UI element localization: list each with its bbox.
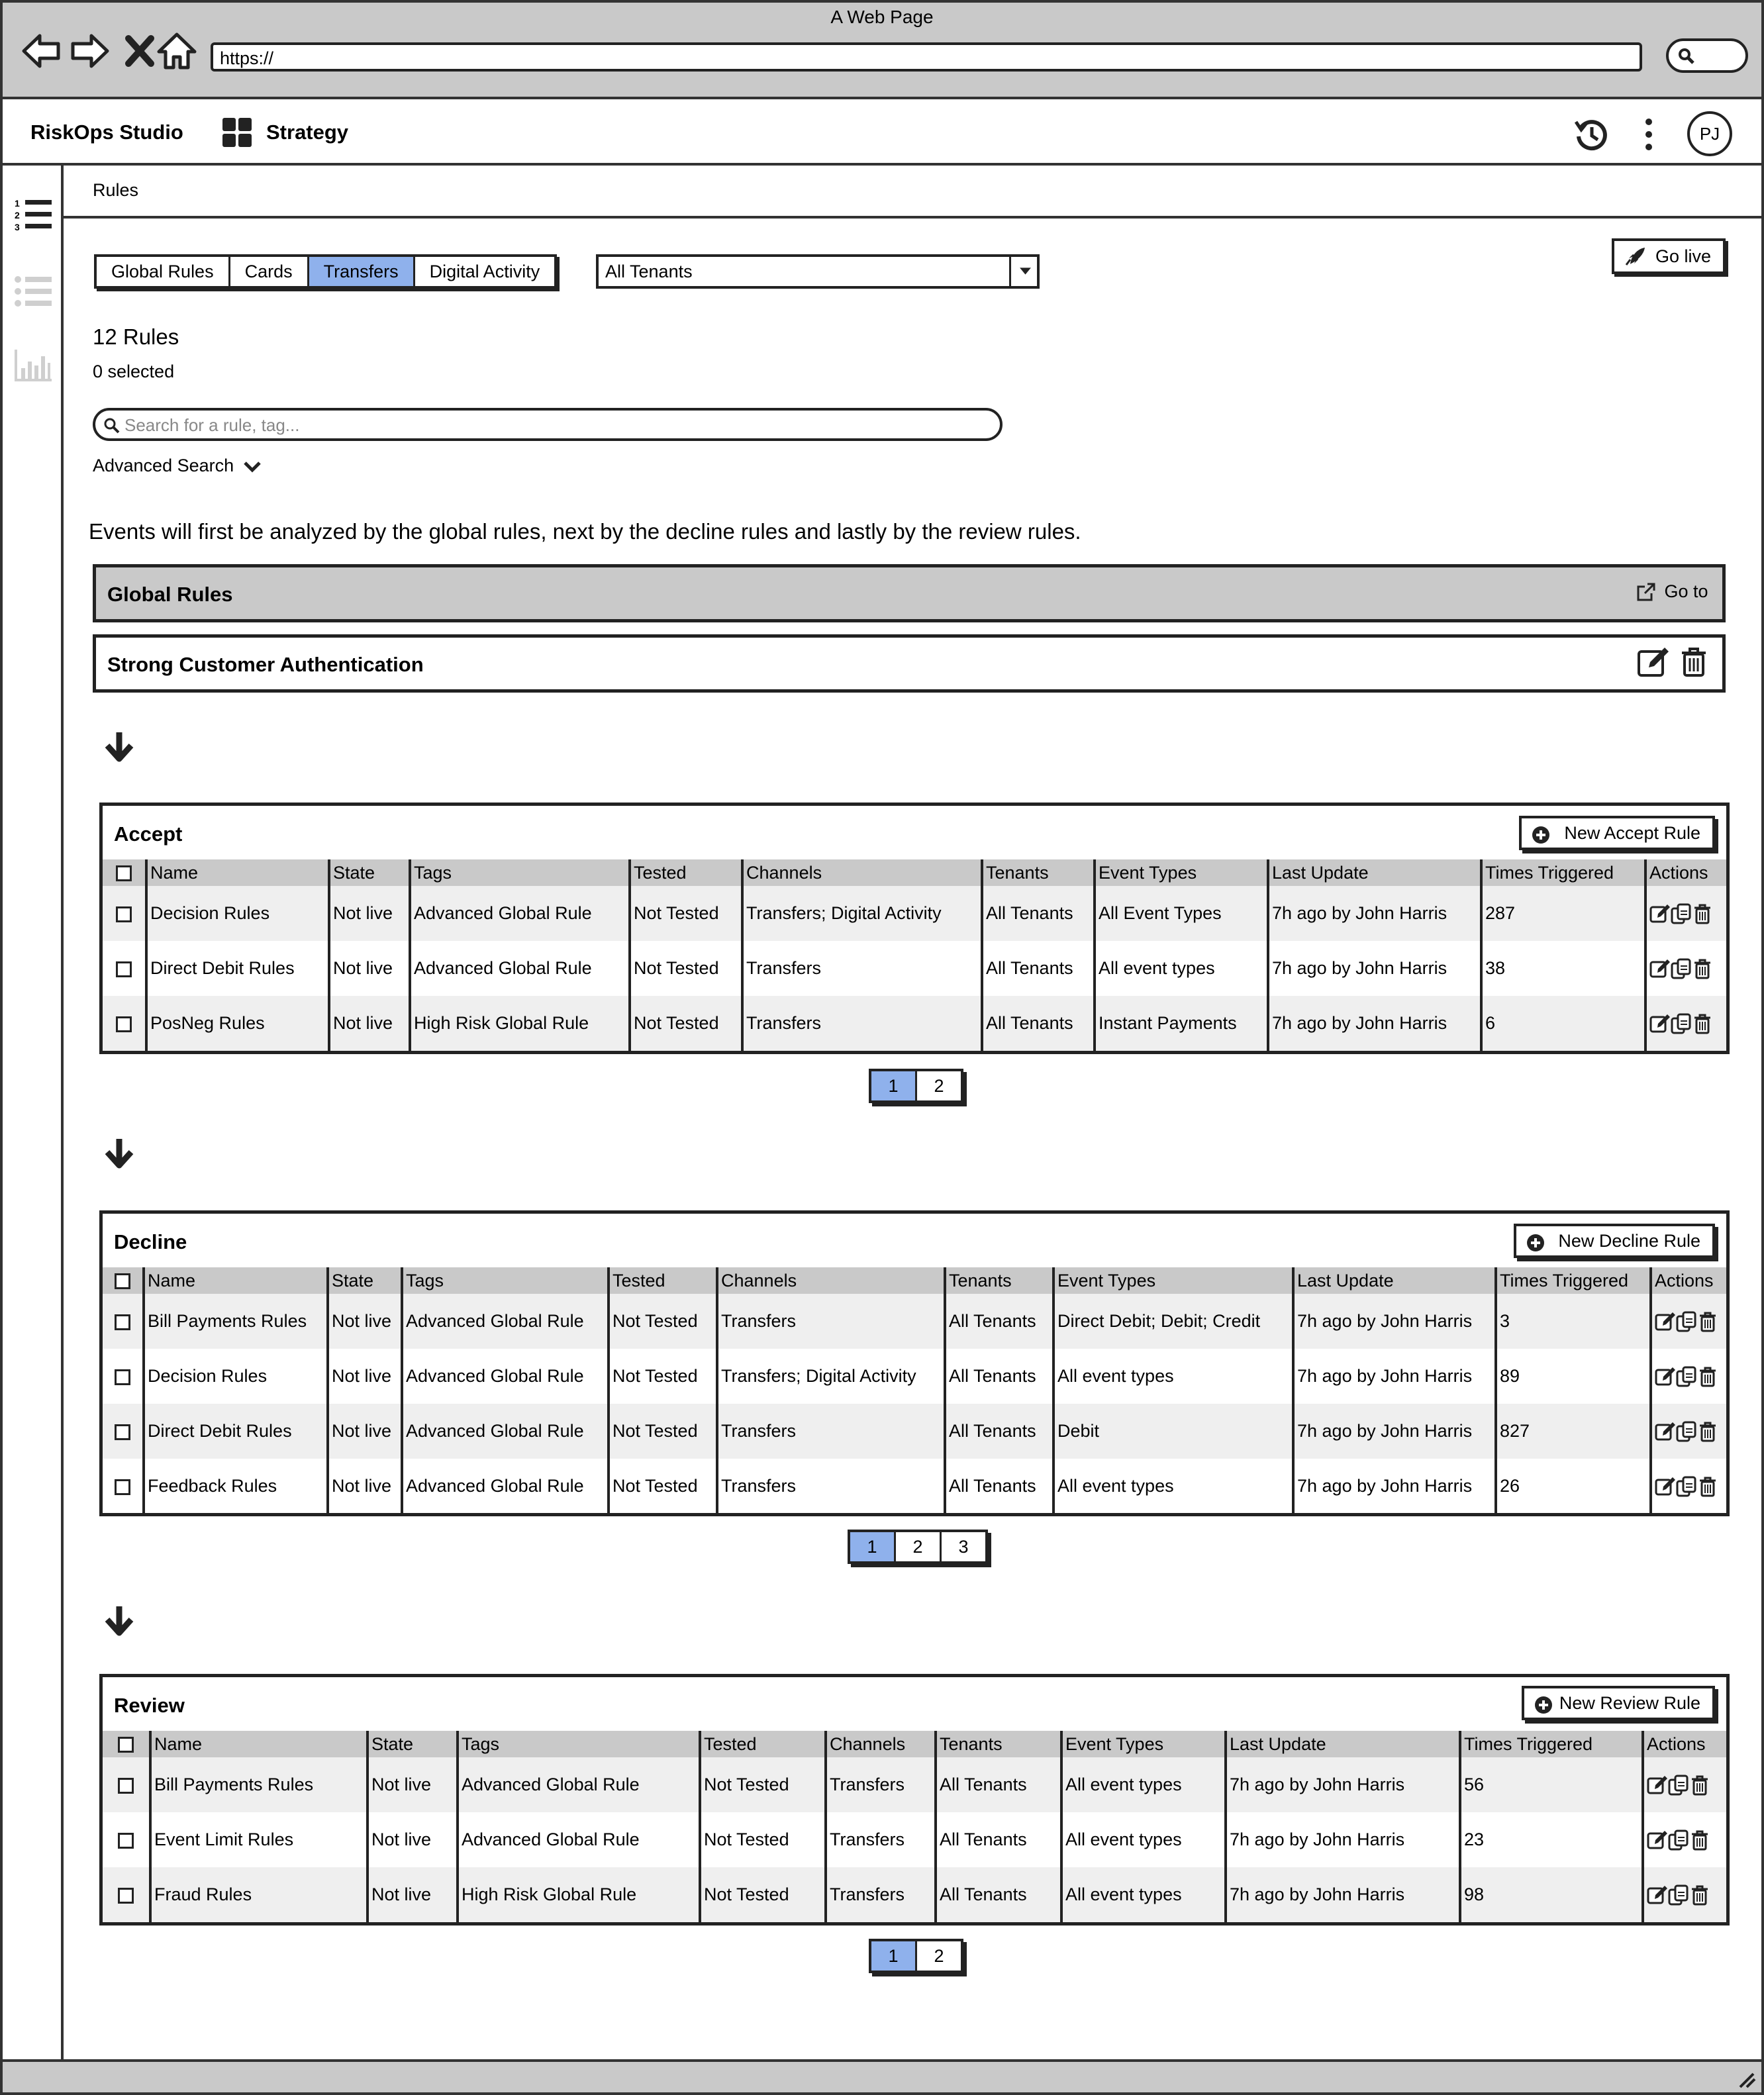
rule-event-types: All event types — [1061, 1812, 1226, 1867]
edit-icon[interactable] — [1655, 1311, 1676, 1332]
page-button[interactable]: 2 — [896, 1532, 942, 1561]
row-select-cell — [103, 941, 146, 996]
row-actions — [1651, 1459, 1726, 1514]
table-row[interactable] — [103, 886, 1726, 941]
channel-tabs — [94, 254, 557, 289]
row-checkbox[interactable] — [118, 1888, 134, 1904]
column-header[interactable]: Event Types — [1095, 859, 1268, 886]
numbered-list-icon[interactable] — [13, 196, 54, 234]
rule-channels: Transfers — [742, 941, 982, 996]
row-select-cell — [103, 1867, 150, 1922]
new-review-rule-button[interactable] — [1522, 1686, 1715, 1720]
global-rules-header — [93, 564, 1726, 622]
copy-icon[interactable] — [1668, 1884, 1689, 1906]
new-decline-rule-button[interactable] — [1514, 1224, 1715, 1258]
rule-tested: Not Tested — [700, 1812, 826, 1867]
decline-panel-title: Decline — [114, 1230, 187, 1253]
trash-icon[interactable] — [1689, 1775, 1710, 1796]
row-checkbox[interactable] — [115, 1369, 130, 1385]
rule-state: Not live — [329, 886, 410, 941]
rule-event-types: All event types — [1061, 1757, 1226, 1812]
sidebar — [3, 166, 64, 2059]
breadcrumb-bar — [64, 166, 1761, 219]
review-rules-table — [103, 1731, 1726, 1922]
chevron-down-icon[interactable] — [1009, 254, 1040, 289]
rule-event-types: Instant Payments — [1095, 996, 1268, 1051]
rule-tested: Not Tested — [609, 1404, 717, 1459]
rule-tags: Advanced Global Rule — [458, 1812, 700, 1867]
rule-name[interactable]: Event Limit Rules — [150, 1812, 368, 1867]
select-all-checkbox[interactable] — [116, 865, 132, 881]
copy-icon[interactable] — [1676, 1421, 1697, 1442]
row-actions — [1651, 1294, 1726, 1349]
rule-name[interactable]: Decision Rules — [146, 886, 329, 941]
copy-icon[interactable] — [1676, 1311, 1697, 1332]
new-review-rule-label: New Review Rule — [1559, 1693, 1700, 1713]
rule-tags: Advanced Global Rule — [402, 1294, 609, 1349]
trash-icon[interactable] — [1697, 1421, 1718, 1442]
edit-icon[interactable] — [1655, 1366, 1676, 1387]
row-actions — [1645, 941, 1726, 996]
column-header[interactable]: Tags — [402, 1267, 609, 1294]
arrow-down-icon — [102, 1604, 136, 1638]
rule-tested: Not Tested — [609, 1294, 717, 1349]
copy-icon[interactable] — [1676, 1366, 1697, 1387]
row-checkbox[interactable] — [115, 1314, 130, 1330]
page-button[interactable]: 2 — [934, 1946, 944, 1966]
arrow-down-icon — [102, 730, 136, 764]
rule-state: Not live — [368, 1867, 458, 1922]
page-button[interactable]: 2 — [934, 1076, 944, 1096]
window-title: A Web Page — [830, 7, 934, 27]
rule-last-update: 7h ago by John Harris — [1268, 996, 1481, 1051]
list-icon[interactable] — [13, 273, 54, 311]
plus-circle-icon — [1531, 825, 1551, 845]
rule-state: Not live — [328, 1349, 402, 1404]
rule-search-input[interactable] — [123, 413, 987, 437]
svg-text:3: 3 — [15, 222, 20, 232]
rule-tenants: All Tenants — [945, 1404, 1054, 1459]
rule-times-triggered: 56 — [1460, 1757, 1643, 1812]
go-to-label: Go to — [1664, 581, 1708, 601]
column-header[interactable]: Channels — [826, 1731, 936, 1757]
rule-event-types: All event types — [1054, 1349, 1293, 1404]
decline-pagination — [848, 1530, 988, 1564]
rule-tags: Advanced Global Rule — [410, 941, 630, 996]
rule-state: Not live — [328, 1459, 402, 1514]
rule-tested: Not Tested — [630, 996, 742, 1051]
rule-event-types: All event types — [1054, 1459, 1293, 1514]
resize-grip-icon[interactable] — [1734, 2069, 1757, 2090]
page-button[interactable]: 1 — [850, 1532, 896, 1561]
breadcrumb[interactable]: Rules — [93, 180, 139, 200]
row-actions — [1651, 1404, 1726, 1459]
select-all-checkbox[interactable] — [115, 1273, 130, 1289]
rule-times-triggered: 3 — [1496, 1294, 1651, 1349]
table-row[interactable] — [103, 1812, 1726, 1867]
row-select-cell — [103, 886, 146, 941]
trash-icon[interactable] — [1689, 1884, 1710, 1906]
go-live-label: Go live — [1655, 246, 1711, 266]
rule-last-update: 7h ago by John Harris — [1293, 1404, 1496, 1459]
edit-icon[interactable] — [1649, 958, 1671, 979]
rule-last-update: 7h ago by John Harris — [1226, 1757, 1460, 1812]
copy-icon[interactable] — [1671, 958, 1692, 979]
rule-last-update: 7h ago by John Harris — [1293, 1349, 1496, 1404]
rule-tested: Not Tested — [609, 1459, 717, 1514]
column-header[interactable]: Times Triggered — [1496, 1267, 1651, 1294]
row-checkbox[interactable] — [116, 961, 132, 977]
rule-times-triggered: 6 — [1481, 996, 1645, 1051]
column-header[interactable]: Tested — [630, 859, 742, 886]
rules-count: 12 Rules — [93, 324, 179, 349]
page-button[interactable]: 1 — [871, 1071, 917, 1100]
column-header: Actions — [1651, 1267, 1726, 1294]
column-header[interactable]: Channels — [717, 1267, 945, 1294]
rule-event-types: All event types — [1061, 1867, 1226, 1922]
trash-icon[interactable] — [1692, 1013, 1713, 1034]
row-actions — [1645, 886, 1726, 941]
row-actions — [1645, 996, 1726, 1051]
column-header[interactable]: Name — [144, 1267, 328, 1294]
row-select-cell — [103, 1294, 144, 1349]
rule-times-triggered: 98 — [1460, 1867, 1643, 1922]
go-live-button[interactable] — [1612, 238, 1726, 274]
accept-pagination — [869, 1069, 963, 1103]
review-pagination — [869, 1939, 963, 1973]
rule-tenants: All Tenants — [982, 886, 1095, 941]
rule-channels: Transfers — [826, 1812, 936, 1867]
table-row[interactable] — [103, 996, 1726, 1051]
row-select-cell — [103, 1404, 144, 1459]
rule-tenants: All Tenants — [982, 996, 1095, 1051]
edit-icon[interactable] — [1655, 1476, 1676, 1497]
new-accept-rule-button[interactable] — [1519, 816, 1715, 850]
rule-last-update: 7h ago by John Harris — [1293, 1294, 1496, 1349]
trash-icon[interactable] — [1697, 1476, 1718, 1497]
svg-text:2: 2 — [15, 210, 20, 220]
table-header-row — [103, 1731, 1726, 1757]
table-header-row — [103, 859, 1726, 886]
column-header[interactable]: Tags — [458, 1731, 700, 1757]
bar-chart-icon[interactable] — [13, 346, 54, 384]
trash-icon[interactable] — [1697, 1311, 1718, 1332]
select-all-cell — [103, 859, 146, 886]
column-header[interactable]: Last Update — [1226, 1731, 1460, 1757]
accept-rules-table — [103, 859, 1726, 1051]
chevron-down-icon — [243, 460, 262, 473]
rule-last-update: 7h ago by John Harris — [1226, 1867, 1460, 1922]
strategy-nav-label[interactable]: Strategy — [266, 121, 349, 144]
user-avatar[interactable]: PJ — [1687, 111, 1732, 156]
row-select-cell — [103, 996, 146, 1051]
rule-tenants: All Tenants — [936, 1867, 1061, 1922]
rule-tested: Not Tested — [609, 1349, 717, 1404]
column-header[interactable]: State — [368, 1731, 458, 1757]
select-all-checkbox[interactable] — [118, 1737, 134, 1753]
rule-event-types: All Event Types — [1095, 886, 1268, 941]
rule-tags: Advanced Global Rule — [458, 1757, 700, 1812]
select-all-cell — [103, 1267, 144, 1294]
forward-icon[interactable] — [66, 28, 113, 74]
rule-tested: Not Tested — [630, 886, 742, 941]
rule-channels: Transfers — [826, 1757, 936, 1812]
rule-name[interactable]: PosNeg Rules — [146, 996, 329, 1051]
rule-tenants: All Tenants — [936, 1812, 1061, 1867]
more-vertical-icon[interactable] — [1642, 117, 1655, 152]
tab-cards[interactable]: Cards — [230, 257, 309, 286]
copy-icon[interactable] — [1671, 1013, 1692, 1034]
rule-channels: Transfers; Digital Activity — [742, 886, 982, 941]
edit-icon[interactable] — [1649, 1013, 1671, 1034]
column-header[interactable]: Times Triggered — [1481, 859, 1645, 886]
column-header[interactable]: Last Update — [1293, 1267, 1496, 1294]
search-icon — [103, 417, 121, 434]
rule-event-types: Debit — [1054, 1404, 1293, 1459]
row-actions — [1643, 1812, 1726, 1867]
advanced-search-label: Advanced Search — [93, 456, 234, 475]
table-row[interactable] — [103, 1294, 1726, 1349]
column-header[interactable]: Channels — [742, 859, 982, 886]
rule-state: Not live — [328, 1404, 402, 1459]
new-accept-rule-label: New Accept Rule — [1564, 823, 1700, 843]
table-header-row — [103, 1267, 1726, 1294]
rule-tenants: All Tenants — [945, 1459, 1054, 1514]
rule-times-triggered: 38 — [1481, 941, 1645, 996]
rule-event-types: All event types — [1095, 941, 1268, 996]
table-row[interactable] — [103, 1867, 1726, 1922]
row-checkbox[interactable] — [116, 906, 132, 922]
plus-circle-icon — [1526, 1233, 1545, 1253]
column-header[interactable]: Event Types — [1054, 1267, 1293, 1294]
rule-state: Not live — [329, 996, 410, 1051]
rule-name[interactable]: Direct Debit Rules — [144, 1404, 328, 1459]
global-rules-title: Global Rules — [107, 583, 233, 606]
edit-icon[interactable] — [1649, 903, 1671, 924]
column-header[interactable]: Event Types — [1061, 1731, 1226, 1757]
rule-tags: Advanced Global Rule — [410, 886, 630, 941]
page-button[interactable]: 3 — [958, 1537, 969, 1557]
edit-icon[interactable] — [1655, 1421, 1676, 1442]
rule-times-triggered: 827 — [1496, 1404, 1651, 1459]
column-header[interactable]: Tenants — [945, 1267, 1054, 1294]
edit-icon[interactable] — [1647, 1775, 1668, 1796]
column-header[interactable]: Tested — [700, 1731, 826, 1757]
new-decline-rule-label: New Decline Rule — [1558, 1231, 1700, 1251]
trash-icon[interactable] — [1679, 646, 1708, 678]
rule-times-triggered: 287 — [1481, 886, 1645, 941]
global-rule-name[interactable]: Strong Customer Authentication — [107, 653, 424, 676]
page-button[interactable]: 1 — [871, 1941, 917, 1971]
rule-event-types: Direct Debit; Debit; Credit — [1054, 1294, 1293, 1349]
rule-last-update: 7h ago by John Harris — [1293, 1459, 1496, 1514]
rule-tested: Not Tested — [630, 941, 742, 996]
rule-tags: High Risk Global Rule — [410, 996, 630, 1051]
trash-icon[interactable] — [1692, 958, 1713, 979]
rule-name[interactable]: Direct Debit Rules — [146, 941, 329, 996]
row-checkbox[interactable] — [115, 1424, 130, 1440]
browser-search-box[interactable] — [1666, 38, 1748, 73]
row-actions — [1651, 1349, 1726, 1404]
rule-name[interactable]: Bill Payments Rules — [150, 1757, 368, 1812]
rule-channels: Transfers — [717, 1404, 945, 1459]
row-checkbox[interactable] — [118, 1778, 134, 1794]
edit-icon[interactable] — [1647, 1884, 1668, 1906]
column-header[interactable]: Tested — [609, 1267, 717, 1294]
rule-state: Not live — [368, 1757, 458, 1812]
rule-last-update: 7h ago by John Harris — [1268, 941, 1481, 996]
trash-icon[interactable] — [1689, 1829, 1710, 1851]
home-icon[interactable] — [154, 28, 200, 74]
table-row[interactable] — [103, 1757, 1726, 1812]
column-header[interactable]: Name — [146, 859, 329, 886]
rule-last-update: 7h ago by John Harris — [1268, 886, 1481, 941]
browser-status-bar — [0, 2059, 1764, 2095]
table-row[interactable] — [103, 1404, 1726, 1459]
arrow-down-icon — [102, 1136, 136, 1171]
tenant-dropdown-value: All Tenants — [605, 262, 693, 281]
decline-rules-table — [103, 1267, 1726, 1514]
row-actions — [1643, 1867, 1726, 1922]
rule-state: Not live — [329, 941, 410, 996]
advanced-search-toggle[interactable] — [93, 456, 262, 476]
tab-digital-activity[interactable]: Digital Activity — [415, 257, 555, 286]
external-link-icon — [1636, 583, 1657, 603]
plus-circle-icon — [1534, 1695, 1553, 1715]
rule-channels: Transfers; Digital Activity — [717, 1349, 945, 1404]
select-all-cell — [103, 1731, 150, 1757]
rule-tags: High Risk Global Rule — [458, 1867, 700, 1922]
accept-panel-title: Accept — [114, 822, 183, 846]
url-text: https:// — [220, 48, 274, 68]
rule-tags: Advanced Global Rule — [402, 1459, 609, 1514]
svg-text:1: 1 — [15, 198, 20, 209]
column-header[interactable]: Tenants — [936, 1731, 1061, 1757]
rule-tenants: All Tenants — [982, 941, 1095, 996]
edit-icon[interactable] — [1647, 1829, 1668, 1851]
row-select-cell — [103, 1757, 150, 1812]
rule-channels: Transfers — [826, 1867, 936, 1922]
column-header[interactable]: Times Triggered — [1460, 1731, 1643, 1757]
rule-channels: Transfers — [717, 1294, 945, 1349]
rule-search-box — [93, 408, 1003, 441]
rule-name[interactable]: Decision Rules — [144, 1349, 328, 1404]
history-icon[interactable] — [1573, 117, 1609, 152]
row-checkbox[interactable] — [116, 1016, 132, 1032]
column-header[interactable]: Tenants — [982, 859, 1095, 886]
rule-times-triggered: 89 — [1496, 1349, 1651, 1404]
rule-last-update: 7h ago by John Harris — [1226, 1812, 1460, 1867]
row-checkbox[interactable] — [115, 1479, 130, 1495]
rule-channels: Transfers — [717, 1459, 945, 1514]
rocket-icon — [1624, 248, 1645, 268]
rule-name[interactable]: Feedback Rules — [144, 1459, 328, 1514]
tab-transfers[interactable]: Transfers — [309, 257, 415, 286]
rule-tenants: All Tenants — [936, 1757, 1061, 1812]
rule-channels: Transfers — [742, 996, 982, 1051]
table-row[interactable] — [103, 1459, 1726, 1514]
rule-name[interactable]: Bill Payments Rules — [144, 1294, 328, 1349]
evaluation-order-info: Events will first be analyzed by the global rules, next by the decline rules and lastly by the review rules. — [89, 519, 1081, 544]
trash-icon[interactable] — [1697, 1366, 1718, 1387]
row-checkbox[interactable] — [118, 1833, 134, 1849]
column-header[interactable]: Name — [150, 1731, 368, 1757]
row-select-cell — [103, 1459, 144, 1514]
tenant-dropdown[interactable] — [596, 254, 1040, 289]
column-header[interactable]: Tags — [410, 859, 630, 886]
column-header[interactable]: State — [329, 859, 410, 886]
edit-icon[interactable] — [1637, 646, 1671, 678]
column-header: Actions — [1645, 859, 1726, 886]
row-select-cell — [103, 1349, 144, 1404]
rule-times-triggered: 26 — [1496, 1459, 1651, 1514]
rule-tags: Advanced Global Rule — [402, 1349, 609, 1404]
copy-icon[interactable] — [1668, 1829, 1689, 1851]
rule-tested: Not Tested — [700, 1867, 826, 1922]
rule-name[interactable]: Fraud Rules — [150, 1867, 368, 1922]
rule-tags: Advanced Global Rule — [402, 1404, 609, 1459]
selected-count: 0 selected — [93, 362, 175, 381]
table-row[interactable] — [103, 941, 1726, 996]
row-select-cell — [103, 1812, 150, 1867]
copy-icon[interactable] — [1676, 1476, 1697, 1497]
go-to-link[interactable] — [1636, 581, 1708, 603]
rule-tenants: All Tenants — [945, 1349, 1054, 1404]
table-row[interactable] — [103, 1349, 1726, 1404]
column-header[interactable]: Last Update — [1268, 859, 1481, 886]
rule-state: Not live — [368, 1812, 458, 1867]
column-header: Actions — [1643, 1731, 1726, 1757]
dashboard-grid-icon[interactable] — [221, 117, 253, 148]
tab-global-rules[interactable]: Global Rules — [97, 257, 230, 286]
review-panel-title: Review — [114, 1694, 185, 1717]
back-icon[interactable] — [19, 28, 65, 74]
copy-icon[interactable] — [1671, 903, 1692, 924]
search-icon — [1677, 46, 1696, 66]
rule-tested: Not Tested — [700, 1757, 826, 1812]
rule-tenants: All Tenants — [945, 1294, 1054, 1349]
app-title[interactable]: RiskOps Studio — [30, 121, 183, 144]
url-bar[interactable] — [211, 42, 1642, 72]
rule-times-triggered: 23 — [1460, 1812, 1643, 1867]
trash-icon[interactable] — [1692, 903, 1713, 924]
rule-state: Not live — [328, 1294, 402, 1349]
row-actions — [1643, 1757, 1726, 1812]
column-header[interactable]: State — [328, 1267, 402, 1294]
copy-icon[interactable] — [1668, 1775, 1689, 1796]
